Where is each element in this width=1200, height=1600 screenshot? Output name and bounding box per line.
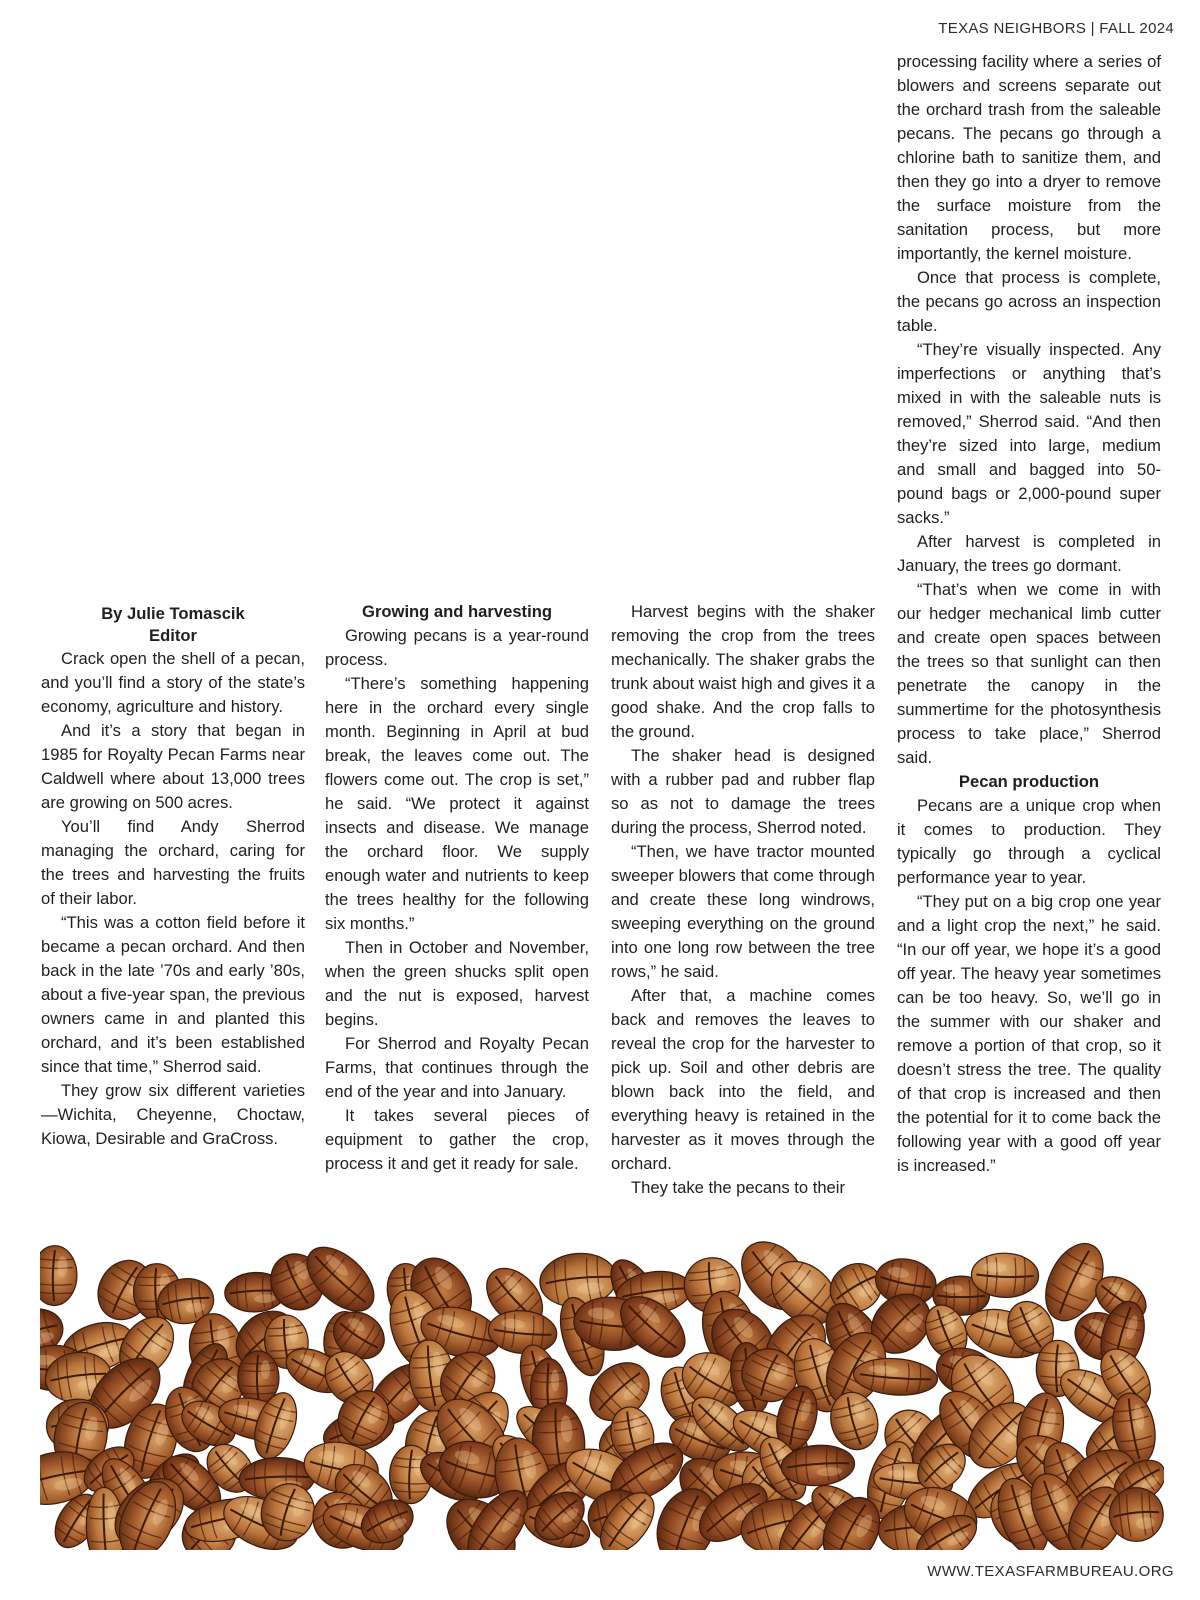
pecan-pile-photo (40, 1232, 1164, 1550)
paragraph: “They’re visually inspected. Any imperfections or anything that’s mixed in with the saleable nuts is removed,” Sherrod said. “And then they’re sized into large, medium and small and bagged into 50-pound bags or 2,000-pound super sacks.” (897, 340, 1161, 527)
subheading-pecan-production: Pecan production (958, 772, 1100, 791)
article-column-2 (325, 600, 589, 1176)
paragraph: You’ll find Andy Sherrod managing the orchard, caring for the trees and harvesting the fruits of their labor. (41, 817, 305, 908)
paragraph: Once that process is complete, the pecans go across an inspection table. (897, 268, 1161, 335)
byline-author: By Julie Tomascik (101, 604, 245, 623)
pecan-halves (40, 1232, 1164, 1550)
paragraph: “They put on a big crop one year and a light crop the next,” he said. “In our off year, we hope it’s a good off year. The heavy year sometimes can be too heavy. So, we’ll go in the summer with our shaker and remove a portion of that crop, so it doesn’t stress the tree. The quality of that crop is increased and then the potential for it to come back the following year with a good off year is increased.” (897, 892, 1161, 1175)
pecan-half (487, 1308, 559, 1356)
paragraph: “Then, we have tractor mounted sweeper blowers that come through and create these long windrows, sweeping everything on the ground into one long row between the tree rows,” he said. (611, 842, 875, 981)
subheading-growing-harvesting: Growing and harvesting (362, 602, 552, 621)
paragraph: After that, a machine comes back and removes the leaves to reveal the crop for the harvester to pick up. Soil and other debris are blown back into the field, and everything heavy is retained in the harvester as it moves through the orchard. (611, 986, 875, 1173)
byline-title: Editor (149, 626, 197, 645)
paragraph: “This was a cotton field before it became a pecan orchard. And then back in the late ’70s and early ’80s, about a five-year span, the previous owners came in and planted this orchard, and it’s been established since that time,” Sherrod said. (41, 913, 305, 1076)
paragraph: “There’s something happening here in the orchard every single month. Beginning in April at bud break, the leaves come out. The flowers come out. The crop is set,” he said. “We protect it against insects and disease. We manage the orchard floor. We supply enough water and nutrients to keep the trees healthy for the following six months.” (325, 674, 589, 933)
article-column-3 (611, 600, 875, 1200)
paragraph: Pecans are a unique crop when it comes to production. They typically go through a cyclical performance year to year. (897, 796, 1161, 887)
paragraph: After harvest is completed in January, the trees go dormant. (897, 532, 1161, 575)
article-column-1 (41, 603, 305, 1151)
paragraph: It takes several pieces of equipment to gather the crop, process it and get it ready for sale. (325, 1106, 589, 1173)
paragraph: Harvest begins with the shaker removing the crop from the trees mechanically. The shaker grabs the trunk about waist high and gives it a good shake. And the crop falls to the ground. (611, 602, 875, 741)
paragraph: The shaker head is designed with a rubber pad and rubber flap so as not to damage the trees during the process, Sherrod noted. (611, 746, 875, 837)
paragraph: Then in October and November, when the green shucks split open and the nut is exposed, harvest begins. (325, 938, 589, 1029)
article-column-4 (897, 50, 1161, 1178)
paragraph: And it’s a story that began in 1985 for Royalty Pecan Farms near Caldwell where about 13,000 trees are growing on 500 acres. (41, 721, 305, 812)
pecan-half (40, 1245, 77, 1306)
byline (41, 603, 305, 647)
publication-header: TEXAS NEIGHBORS | FALL 2024 (938, 20, 1174, 37)
paragraph: Crack open the shell of a pecan, and you’ll find a story of the state’s economy, agriculture and history. (41, 649, 305, 716)
paragraph-continued: processing facility where a series of blowers and screens separate out the orchard trash from the saleable pecans. The pecans go through a chlorine bath to sanitize them, and then they go into a dryer to remove the surface moisture from the sanitation process, but more importantly, the kernel moisture. (897, 52, 1161, 263)
paragraph: “That’s when we come in with our hedger mechanical limb cutter and create open spaces between the trees so that sunlight can then penetrate the canopy in the summertime for the photosynthesis process to take place,” Sherrod said. (897, 580, 1161, 767)
paragraph: Growing pecans is a year-round process. (325, 626, 589, 669)
paragraph: They take the pecans to their (631, 1178, 846, 1197)
paragraph: For Sherrod and Royalty Pecan Farms, that continues through the end of the year and into January. (325, 1034, 589, 1101)
website-footer: WWW.TEXASFARMBUREAU.ORG (927, 1563, 1174, 1580)
paragraph: They grow six different varieties—Wichita, Cheyenne, Choctaw, Kiowa, Desirable and GraCross. (41, 1081, 305, 1148)
